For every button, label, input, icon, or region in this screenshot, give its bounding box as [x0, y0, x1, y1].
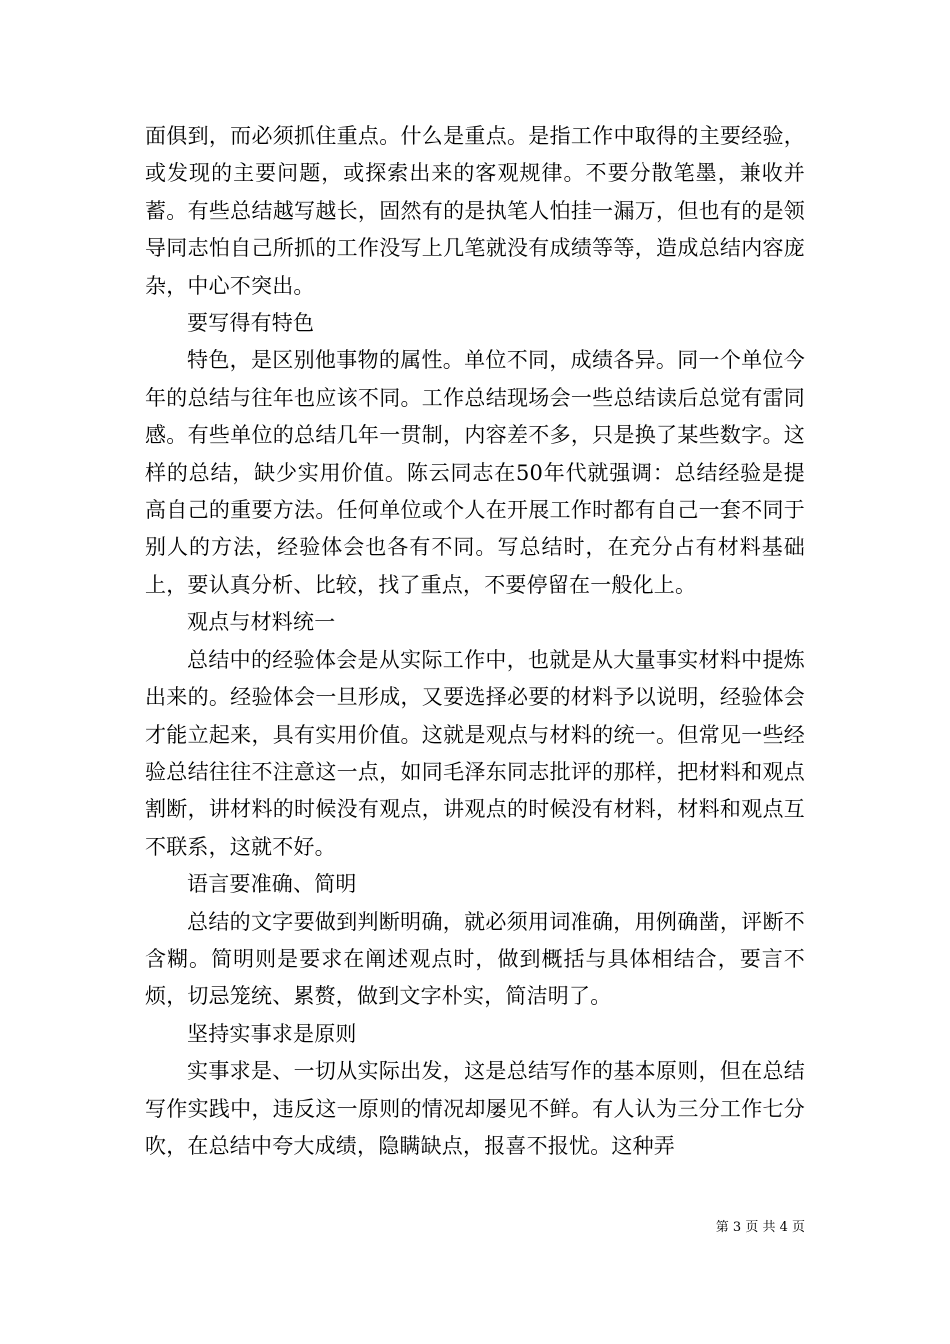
paragraph-continuation: 面俱到，而必须抓住重点。什么是重点。是指工作中取得的主要经验，或发现的主要问题，或探索出来的客观规律。不要分散笔墨，兼收并蓄。有些总结越写越长，固然有的是执笔人怕挂一漏万，但也有的是领导同志怕自己所抓的工作没写上几笔就没有成绩等等，造成总结内容庞杂，中心不突出。 [145, 124, 805, 298]
page-number-footer: 第 3 页 共 4 页 [715, 1220, 805, 1235]
paragraph-language: 总结的文字要做到判断明确，就必须用词准确，用例确凿，评断不含糊。简明则是要求在阐述观点时，做到概括与具体相结合，要言不烦，切忌笼统、累赘，做到文字朴实，简洁明了。 [145, 909, 805, 1009]
document-page [145, 118, 805, 1165]
document-body [145, 118, 805, 1165]
section-heading-distinctive: 要写得有特色 [187, 311, 315, 336]
paragraph-viewpoint-material: 总结中的经验体会是从实际工作中，也就是从大量事实材料中提炼出来的。经验体会一旦形成，又要选择必要的材料予以说明，经验体会才能立起来，具有实用价值。这就是观点与材料的统一。但常见一些经验总结往往不注意这一点，如同毛泽东同志批评的那样，把材料和观点割断，讲材料的时候没有观点，讲观点的时候没有材料，材料和观点互不联系，这就不好。 [145, 647, 805, 859]
paragraph-distinctive: 特色，是区别他事物的属性。单位不同，成绩各异。同一个单位今年的总结与往年也应该不同。工作总结现场会一些总结读后总觉有雷同感。有些单位的总结几年一贯制，内容差不多，只是换了某些数字。这样的总结，缺少实用价值。陈云同志在50年代就强调：总结经验是提高自己的重要方法。任何单位或个人在开展工作时都有自己一套不同于别人的方法，经验体会也各有不同。写总结时，在充分占有材料基础上，要认真分析、比较，找了重点，不要停留在一般化上。 [145, 348, 805, 597]
section-heading-language: 语言要准确、简明 [187, 872, 357, 897]
section-heading-seek-truth: 坚持实事求是原则 [187, 1021, 357, 1046]
section-heading-viewpoint-material: 观点与材料统一 [187, 610, 336, 635]
paragraph-seek-truth: 实事求是、一切从实际出发，这是总结写作的基本原则，但在总结写作实践中，违反这一原则的情况却屡见不鲜。有人认为三分工作七分吹，在总结中夸大成绩，隐瞒缺点，报喜不报忧。这种弄 [145, 1059, 805, 1158]
